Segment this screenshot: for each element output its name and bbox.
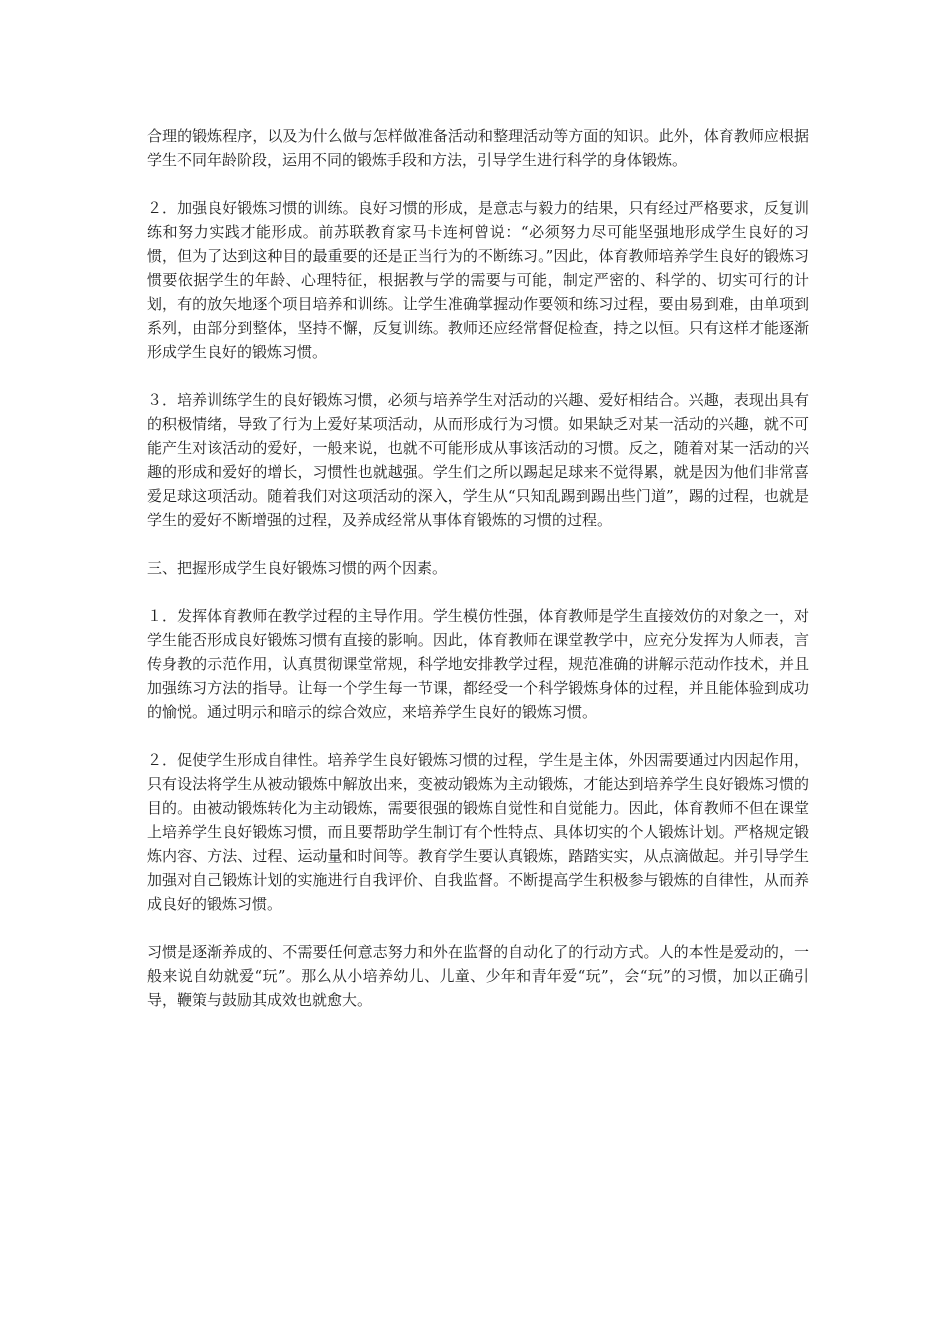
paragraph-teacher-role: １．发挥体育教师在教学过程的主导作用。学生模仿性强，体育教师是学生直接效仿的对象之一，对学生能否形成良好锻炼习惯有直接的影响。因此，体育教师在课堂教学中，应充分发挥为人师表，言传身教的示范作用，认真贯彻课堂常规，科学地安排教学过程，规范准确的讲解示范动作技术，并且加强练习方法的指导。让每一个学生每一节课，都经受一个科学锻炼身体的过程，并且能体验到成功的愉悦。通过明示和暗示的综合效应，来培养学生良好的锻炼习惯。: [147, 607, 809, 721]
paragraph-self-discipline: ２．促使学生形成自律性。培养学生良好锻炼习惯的过程，学生是主体，外因需要通过内因起作用，只有设法将学生从被动锻炼中解放出来，变被动锻炼为主动锻炼，才能达到培养学生良好锻炼习惯的目的。由被动锻炼转化为主动锻炼，需要很强的锻炼自觉性和自觉能力。因此，体育教师不但在课堂上培养学生良好锻炼习惯，而且要帮助学生制订有个性特点、具体切实的个人锻炼计划。严格规定锻炼内容、方法、过程、运动量和时间等。教育学生要认真锻炼，踏踏实实，从点滴做起。并引导学生加强对自己锻炼计划的实施进行自我评价、自我监督。不断提高学生积极参与锻炼的自律性，从而养成良好的锻炼习惯。: [147, 751, 809, 913]
paragraph-interest-hobby: ３．培养训练学生的良好锻炼习惯，必须与培养学生对活动的兴趣、爱好相结合。兴趣，表现出具有的积极情绪，导致了行为上爱好某项活动，从而形成行为习惯。如果缺乏对某一活动的兴趣，就不可能产生对该活动的爱好，一般来说，也就不可能形成从事该活动的习惯。反之，随着对某一活动的兴趣的形成和爱好的增长，习惯性也就越强。学生们之所以踢起足球来不觉得累，就是因为他们非常喜爱足球这项活动。随着我们对这项活动的深入，学生从“只知乱踢到踢出些门道”，踢的过程，也就是学生的爱好不断增强的过程，及养成经常从事体育锻炼的习惯的过程。: [147, 391, 809, 529]
section-heading-two-factors: 三、把握形成学生良好锻炼习惯的两个因素。: [147, 559, 448, 577]
paragraph-habit-training: ２．加强良好锻炼习惯的训练。良好习惯的形成，是意志与毅力的结果，只有经过严格要求，反复训练和努力实践才能形成。前苏联教育家马卡连柯曾说：“必须努力尽可能坚强地形成学生良好的习惯，但为了达到这种目的最重要的还是正当行为的不断练习。”因此，体育教师培养学生良好的锻炼习惯要依据学生的年龄、心理特征，根据教与学的需要与可能，制定严密的、科学的、切实可行的计划，有的放矢地逐个项目培养和训练。让学生准确掌握动作要领和练习过程，要由易到难，由单项到系列，由部分到整体，坚持不懈，反复训练。教师还应经常督促检查，持之以恒。只有这样才能逐渐形成学生良好的锻炼习惯。: [147, 199, 809, 361]
document-body: [147, 124, 809, 1036]
paragraph-warmup-knowledge: 合理的锻炼程序，以及为什么做与怎样做准备活动和整理活动等方面的知识。此外，体育教师应根据学生不同年龄阶段，运用不同的锻炼手段和方法，引导学生进行科学的身体锻炼。: [147, 127, 809, 169]
paragraph-conclusion: 习惯是逐渐养成的、不需要任何意志努力和外在监督的自动化了的行动方式。人的本性是爱动的，一般来说自幼就爱“玩”。那么从小培养幼儿、儿童、少年和青年爱“玩”，会“玩”的习惯，加以正确引导，鞭策与鼓励其成效也就愈大。: [147, 943, 809, 1009]
